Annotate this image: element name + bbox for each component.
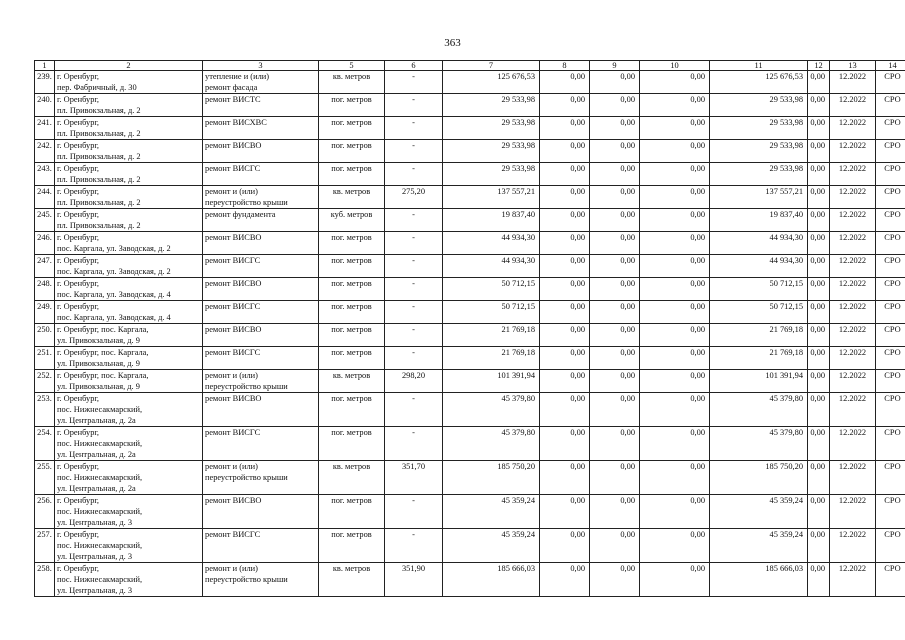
cost-col10-cell: 0,00 (640, 324, 710, 347)
area-cell: - (385, 393, 443, 427)
work-type-cell: ремонт ВИСГС (203, 347, 319, 370)
cost-col9-cell: 0,00 (590, 232, 640, 255)
cost-col12-cell: 0,00 (808, 117, 830, 140)
address-cell: г. Оренбург, пл. Привокзальная, д. 2 (55, 94, 203, 117)
work-type-cell: ремонт ВИСГС (203, 427, 319, 461)
cost-col12-cell: 0,00 (808, 140, 830, 163)
cost-col10-cell: 0,00 (640, 301, 710, 324)
cost-col12-cell: 0,00 (808, 461, 830, 495)
cost-col9-cell: 0,00 (590, 347, 640, 370)
table-row (35, 209, 905, 232)
table-row (35, 461, 905, 495)
cost-col11-cell: 185 750,20 (710, 461, 808, 495)
column-header: 2 (55, 61, 203, 71)
cost-col9-cell: 0,00 (590, 370, 640, 393)
cost-col9-cell: 0,00 (590, 71, 640, 94)
source-cell: СРО (876, 529, 905, 563)
work-type-cell: ремонт и (или) переустройство крыши (203, 461, 319, 495)
cost-col12-cell: 0,00 (808, 186, 830, 209)
source-cell: СРО (876, 117, 905, 140)
date-cell: 12.2022 (830, 209, 876, 232)
cost-col11-cell: 21 769,18 (710, 347, 808, 370)
cost-col9-cell: 0,00 (590, 94, 640, 117)
cost-col8-cell: 0,00 (540, 71, 590, 94)
source-cell: СРО (876, 301, 905, 324)
row-number: 250. (35, 324, 55, 347)
source-cell: СРО (876, 563, 905, 597)
date-cell: 12.2022 (830, 461, 876, 495)
work-type-cell: ремонт ВИСХВС (203, 117, 319, 140)
unit-cell: пог. метров (319, 94, 385, 117)
table-body (35, 61, 905, 597)
row-number: 256. (35, 495, 55, 529)
cost-col8-cell: 0,00 (540, 94, 590, 117)
table-row (35, 140, 905, 163)
cost-col10-cell: 0,00 (640, 163, 710, 186)
date-cell: 12.2022 (830, 163, 876, 186)
source-cell: СРО (876, 209, 905, 232)
total-cost-cell: 29 533,98 (443, 140, 540, 163)
total-cost-cell: 185 750,20 (443, 461, 540, 495)
source-cell: СРО (876, 232, 905, 255)
cost-col8-cell: 0,00 (540, 140, 590, 163)
area-cell: 351,90 (385, 563, 443, 597)
unit-cell: кв. метров (319, 370, 385, 393)
address-cell: г. Оренбург, пос. Каргала, ул. Заводская, д. 2 (55, 232, 203, 255)
cost-col8-cell: 0,00 (540, 324, 590, 347)
source-cell: СРО (876, 255, 905, 278)
cost-col10-cell: 0,00 (640, 71, 710, 94)
page-number: 363 (444, 37, 461, 49)
address-cell: г. Оренбург, пос. Каргала, ул. Заводская, д. 4 (55, 278, 203, 301)
column-header: 1 (35, 61, 55, 71)
source-cell: СРО (876, 461, 905, 495)
address-cell: г. Оренбург, пос. Нижнесакмарский, ул. Центральная, д. 3 (55, 563, 203, 597)
total-cost-cell: 45 359,24 (443, 495, 540, 529)
area-cell: - (385, 163, 443, 186)
cost-col9-cell: 0,00 (590, 495, 640, 529)
address-cell: г. Оренбург, пос. Каргала, ул. Заводская, д. 4 (55, 301, 203, 324)
cost-col11-cell: 19 837,40 (710, 209, 808, 232)
area-cell: - (385, 209, 443, 232)
column-header: 3 (203, 61, 319, 71)
table-row (35, 324, 905, 347)
cost-col9-cell: 0,00 (590, 427, 640, 461)
cost-col10-cell: 0,00 (640, 370, 710, 393)
row-number: 252. (35, 370, 55, 393)
cost-col9-cell: 0,00 (590, 393, 640, 427)
address-cell: г. Оренбург, пл. Привокзальная, д. 2 (55, 163, 203, 186)
row-number: 243. (35, 163, 55, 186)
cost-col12-cell: 0,00 (808, 427, 830, 461)
table-row (35, 393, 905, 427)
source-cell: СРО (876, 347, 905, 370)
source-cell: СРО (876, 278, 905, 301)
date-cell: 12.2022 (830, 347, 876, 370)
cost-col10-cell: 0,00 (640, 209, 710, 232)
cost-col9-cell: 0,00 (590, 461, 640, 495)
cost-col11-cell: 29 533,98 (710, 140, 808, 163)
address-cell: г. Оренбург, пос. Нижнесакмарский, ул. Центральная, д. 2а (55, 427, 203, 461)
row-number: 245. (35, 209, 55, 232)
unit-cell: кв. метров (319, 186, 385, 209)
area-cell: 298,20 (385, 370, 443, 393)
unit-cell: пог. метров (319, 163, 385, 186)
cost-col12-cell: 0,00 (808, 94, 830, 117)
cost-col8-cell: 0,00 (540, 427, 590, 461)
work-type-cell: ремонт ВИСВО (203, 324, 319, 347)
address-cell: г. Оренбург, пос. Каргала, ул. Заводская, д. 2 (55, 255, 203, 278)
table-row (35, 232, 905, 255)
cost-col9-cell: 0,00 (590, 140, 640, 163)
cost-col12-cell: 0,00 (808, 324, 830, 347)
work-type-cell: ремонт и (или) переустройство крыши (203, 563, 319, 597)
work-type-cell: ремонт и (или) переустройство крыши (203, 186, 319, 209)
date-cell: 12.2022 (830, 278, 876, 301)
cost-col11-cell: 44 934,30 (710, 232, 808, 255)
cost-col12-cell: 0,00 (808, 278, 830, 301)
area-cell: - (385, 347, 443, 370)
row-number: 253. (35, 393, 55, 427)
table-row (35, 117, 905, 140)
column-header: 6 (385, 61, 443, 71)
cost-col9-cell: 0,00 (590, 278, 640, 301)
cost-col10-cell: 0,00 (640, 461, 710, 495)
total-cost-cell: 185 666,03 (443, 563, 540, 597)
column-header: 14 (876, 61, 905, 71)
cost-col10-cell: 0,00 (640, 495, 710, 529)
cost-col10-cell: 0,00 (640, 427, 710, 461)
cost-col11-cell: 29 533,98 (710, 94, 808, 117)
date-cell: 12.2022 (830, 563, 876, 597)
total-cost-cell: 50 712,15 (443, 301, 540, 324)
unit-cell: пог. метров (319, 495, 385, 529)
area-cell: - (385, 71, 443, 94)
cost-col11-cell: 29 533,98 (710, 117, 808, 140)
cost-col10-cell: 0,00 (640, 117, 710, 140)
cost-col11-cell: 45 379,80 (710, 393, 808, 427)
date-cell: 12.2022 (830, 186, 876, 209)
area-cell: - (385, 495, 443, 529)
row-number: 242. (35, 140, 55, 163)
cost-col8-cell: 0,00 (540, 117, 590, 140)
table-row (35, 163, 905, 186)
area-cell: - (385, 278, 443, 301)
work-type-cell: ремонт ВИСВО (203, 393, 319, 427)
source-cell: СРО (876, 140, 905, 163)
cost-col10-cell: 0,00 (640, 186, 710, 209)
row-number: 257. (35, 529, 55, 563)
cost-col11-cell: 101 391,94 (710, 370, 808, 393)
date-cell: 12.2022 (830, 71, 876, 94)
work-type-cell: ремонт ВИСГС (203, 301, 319, 324)
cost-col12-cell: 0,00 (808, 393, 830, 427)
work-type-cell: ремонт ВИСВО (203, 278, 319, 301)
work-type-cell: ремонт ВИСВО (203, 140, 319, 163)
area-cell: - (385, 94, 443, 117)
area-cell: 275,20 (385, 186, 443, 209)
unit-cell: пог. метров (319, 278, 385, 301)
cost-col12-cell: 0,00 (808, 529, 830, 563)
table-row (35, 278, 905, 301)
cost-col9-cell: 0,00 (590, 529, 640, 563)
table-row (35, 186, 905, 209)
cost-col8-cell: 0,00 (540, 495, 590, 529)
work-type-cell: ремонт ВИСГС (203, 163, 319, 186)
source-cell: СРО (876, 427, 905, 461)
table-row (35, 301, 905, 324)
cost-col12-cell: 0,00 (808, 255, 830, 278)
unit-cell: пог. метров (319, 232, 385, 255)
cost-col9-cell: 0,00 (590, 209, 640, 232)
date-cell: 12.2022 (830, 393, 876, 427)
column-header: 8 (540, 61, 590, 71)
address-cell: г. Оренбург, пер. Фабричный, д. 30 (55, 71, 203, 94)
unit-cell: пог. метров (319, 117, 385, 140)
cost-col10-cell: 0,00 (640, 563, 710, 597)
date-cell: 12.2022 (830, 255, 876, 278)
unit-cell: пог. метров (319, 393, 385, 427)
work-type-cell: утепление и (или) ремонт фасада (203, 71, 319, 94)
work-type-cell: ремонт фундамента (203, 209, 319, 232)
cost-col10-cell: 0,00 (640, 94, 710, 117)
row-number: 255. (35, 461, 55, 495)
unit-cell: кв. метров (319, 461, 385, 495)
unit-cell: пог. метров (319, 140, 385, 163)
unit-cell: пог. метров (319, 324, 385, 347)
table-row (35, 255, 905, 278)
cost-col9-cell: 0,00 (590, 301, 640, 324)
total-cost-cell: 21 769,18 (443, 324, 540, 347)
work-type-cell: ремонт ВИСВО (203, 232, 319, 255)
unit-cell: кв. метров (319, 71, 385, 94)
cost-col11-cell: 137 557,21 (710, 186, 808, 209)
cost-col11-cell: 45 379,80 (710, 427, 808, 461)
row-number: 241. (35, 117, 55, 140)
total-cost-cell: 44 934,30 (443, 232, 540, 255)
area-cell: - (385, 529, 443, 563)
column-header: 10 (640, 61, 710, 71)
cost-col11-cell: 50 712,15 (710, 278, 808, 301)
cost-col8-cell: 0,00 (540, 370, 590, 393)
address-cell: г. Оренбург, пл. Привокзальная, д. 2 (55, 186, 203, 209)
cost-col8-cell: 0,00 (540, 186, 590, 209)
total-cost-cell: 45 359,24 (443, 529, 540, 563)
work-type-cell: ремонт ВИСГС (203, 529, 319, 563)
cost-col12-cell: 0,00 (808, 347, 830, 370)
date-cell: 12.2022 (830, 427, 876, 461)
date-cell: 12.2022 (830, 140, 876, 163)
cost-col9-cell: 0,00 (590, 563, 640, 597)
cost-col8-cell: 0,00 (540, 301, 590, 324)
row-number: 248. (35, 278, 55, 301)
column-header: 7 (443, 61, 540, 71)
cost-col10-cell: 0,00 (640, 393, 710, 427)
row-number: 239. (35, 71, 55, 94)
cost-col12-cell: 0,00 (808, 232, 830, 255)
address-cell: г. Оренбург, пос. Нижнесакмарский, ул. Центральная, д. 3 (55, 495, 203, 529)
total-cost-cell: 45 379,80 (443, 393, 540, 427)
cost-col9-cell: 0,00 (590, 117, 640, 140)
source-cell: СРО (876, 495, 905, 529)
row-number: 246. (35, 232, 55, 255)
cost-col10-cell: 0,00 (640, 278, 710, 301)
cost-col8-cell: 0,00 (540, 347, 590, 370)
unit-cell: пог. метров (319, 255, 385, 278)
work-type-cell: ремонт ВИСВО (203, 495, 319, 529)
cost-col10-cell: 0,00 (640, 140, 710, 163)
unit-cell: куб. метров (319, 209, 385, 232)
cost-col12-cell: 0,00 (808, 301, 830, 324)
unit-cell: пог. метров (319, 427, 385, 461)
cost-col9-cell: 0,00 (590, 186, 640, 209)
row-number: 251. (35, 347, 55, 370)
cost-col10-cell: 0,00 (640, 347, 710, 370)
date-cell: 12.2022 (830, 370, 876, 393)
cost-col8-cell: 0,00 (540, 461, 590, 495)
row-number: 254. (35, 427, 55, 461)
total-cost-cell: 19 837,40 (443, 209, 540, 232)
cost-col8-cell: 0,00 (540, 393, 590, 427)
total-cost-cell: 45 379,80 (443, 427, 540, 461)
address-cell: г. Оренбург, пос. Каргала, ул. Привокзальная, д. 9 (55, 324, 203, 347)
column-header: 5 (319, 61, 385, 71)
cost-col8-cell: 0,00 (540, 255, 590, 278)
cost-col11-cell: 50 712,15 (710, 301, 808, 324)
area-cell: - (385, 140, 443, 163)
cost-col11-cell: 21 769,18 (710, 324, 808, 347)
total-cost-cell: 101 391,94 (443, 370, 540, 393)
row-number: 240. (35, 94, 55, 117)
address-cell: г. Оренбург, пос. Нижнесакмарский, ул. Центральная, д. 2а (55, 461, 203, 495)
total-cost-cell: 21 769,18 (443, 347, 540, 370)
address-cell: г. Оренбург, пос. Каргала, ул. Привокзальная, д. 9 (55, 347, 203, 370)
address-cell: г. Оренбург, пл. Привокзальная, д. 2 (55, 140, 203, 163)
area-cell: - (385, 117, 443, 140)
area-cell: - (385, 301, 443, 324)
repair-program-table (34, 60, 905, 597)
cost-col10-cell: 0,00 (640, 529, 710, 563)
total-cost-cell: 137 557,21 (443, 186, 540, 209)
unit-cell: кв. метров (319, 563, 385, 597)
work-type-cell: ремонт ВИСГС (203, 255, 319, 278)
source-cell: СРО (876, 163, 905, 186)
column-header: 11 (710, 61, 808, 71)
total-cost-cell: 29 533,98 (443, 163, 540, 186)
total-cost-cell: 29 533,98 (443, 94, 540, 117)
row-number: 247. (35, 255, 55, 278)
address-cell: г. Оренбург, пл. Привокзальная, д. 2 (55, 209, 203, 232)
cost-col8-cell: 0,00 (540, 278, 590, 301)
area-cell: 351,70 (385, 461, 443, 495)
cost-col8-cell: 0,00 (540, 232, 590, 255)
cost-col9-cell: 0,00 (590, 324, 640, 347)
cost-col9-cell: 0,00 (590, 163, 640, 186)
cost-col12-cell: 0,00 (808, 209, 830, 232)
cost-col12-cell: 0,00 (808, 370, 830, 393)
source-cell: СРО (876, 393, 905, 427)
table-row (35, 94, 905, 117)
work-type-cell: ремонт и (или) переустройство крыши (203, 370, 319, 393)
cost-col9-cell: 0,00 (590, 255, 640, 278)
cost-col12-cell: 0,00 (808, 495, 830, 529)
table-row (35, 495, 905, 529)
cost-col11-cell: 29 533,98 (710, 163, 808, 186)
total-cost-cell: 125 676,53 (443, 71, 540, 94)
cost-col12-cell: 0,00 (808, 563, 830, 597)
date-cell: 12.2022 (830, 324, 876, 347)
column-number-row (35, 61, 905, 71)
cost-col11-cell: 185 666,03 (710, 563, 808, 597)
cost-col12-cell: 0,00 (808, 71, 830, 94)
address-cell: г. Оренбург, пл. Привокзальная, д. 2 (55, 117, 203, 140)
cost-col11-cell: 45 359,24 (710, 529, 808, 563)
table-row (35, 529, 905, 563)
column-header: 12 (808, 61, 830, 71)
row-number: 249. (35, 301, 55, 324)
work-type-cell: ремонт ВИСТС (203, 94, 319, 117)
date-cell: 12.2022 (830, 94, 876, 117)
date-cell: 12.2022 (830, 529, 876, 563)
source-cell: СРО (876, 370, 905, 393)
source-cell: СРО (876, 324, 905, 347)
column-header: 13 (830, 61, 876, 71)
column-header: 9 (590, 61, 640, 71)
table-row (35, 427, 905, 461)
source-cell: СРО (876, 94, 905, 117)
unit-cell: пог. метров (319, 347, 385, 370)
date-cell: 12.2022 (830, 117, 876, 140)
cost-col11-cell: 45 359,24 (710, 495, 808, 529)
total-cost-cell: 50 712,15 (443, 278, 540, 301)
cost-col8-cell: 0,00 (540, 163, 590, 186)
address-cell: г. Оренбург, пос. Каргала, ул. Привокзальная, д. 9 (55, 370, 203, 393)
cost-col11-cell: 44 934,30 (710, 255, 808, 278)
table-row (35, 370, 905, 393)
unit-cell: пог. метров (319, 529, 385, 563)
cost-col11-cell: 125 676,53 (710, 71, 808, 94)
date-cell: 12.2022 (830, 301, 876, 324)
table-row (35, 563, 905, 597)
area-cell: - (385, 232, 443, 255)
cost-col8-cell: 0,00 (540, 529, 590, 563)
cost-col12-cell: 0,00 (808, 163, 830, 186)
area-cell: - (385, 255, 443, 278)
cost-col8-cell: 0,00 (540, 209, 590, 232)
table-row (35, 347, 905, 370)
cost-col10-cell: 0,00 (640, 255, 710, 278)
address-cell: г. Оренбург, пос. Нижнесакмарский, ул. Центральная, д. 3 (55, 529, 203, 563)
area-cell: - (385, 324, 443, 347)
address-cell: г. Оренбург, пос. Нижнесакмарский, ул. Центральная, д. 2а (55, 393, 203, 427)
total-cost-cell: 29 533,98 (443, 117, 540, 140)
total-cost-cell: 44 934,30 (443, 255, 540, 278)
source-cell: СРО (876, 186, 905, 209)
area-cell: - (385, 427, 443, 461)
unit-cell: пог. метров (319, 301, 385, 324)
date-cell: 12.2022 (830, 232, 876, 255)
cost-col8-cell: 0,00 (540, 563, 590, 597)
row-number: 258. (35, 563, 55, 597)
source-cell: СРО (876, 71, 905, 94)
row-number: 244. (35, 186, 55, 209)
table-row (35, 71, 905, 94)
date-cell: 12.2022 (830, 495, 876, 529)
cost-col10-cell: 0,00 (640, 232, 710, 255)
